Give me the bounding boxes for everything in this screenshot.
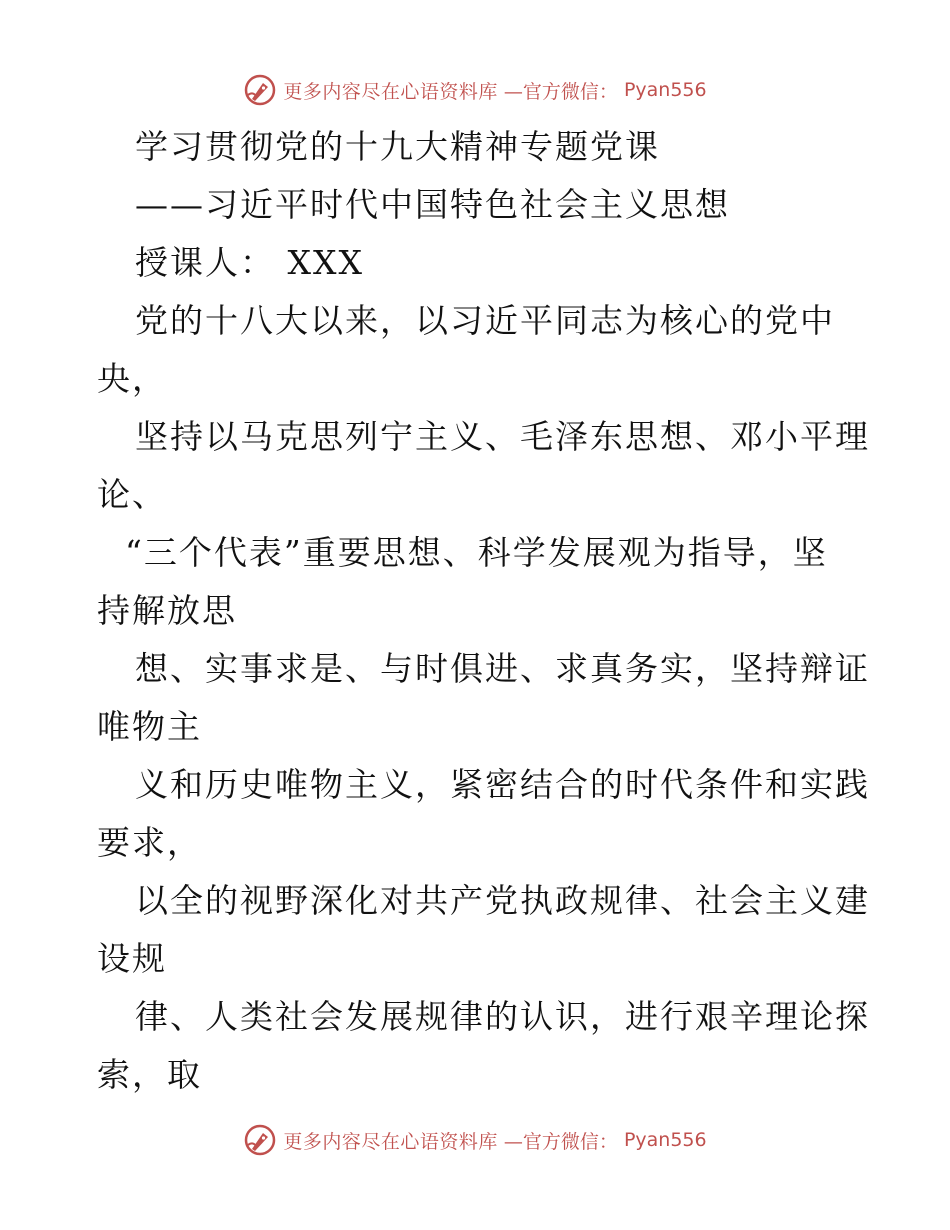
footer-banner-separator: —官方微信： (503, 1130, 618, 1153)
body-line: 要求， (97, 823, 202, 862)
pen-nib-logo-icon (243, 73, 277, 107)
footer-banner-text: 更多内容尽在心语资料库 (283, 1130, 498, 1153)
body-line: “三个代表”重要思想、科学发展观为指导，坚 (125, 533, 828, 572)
body-line: 义和历史唯物主义，紧密结合的时代条件和实践 (135, 765, 870, 804)
body-line: 唯物主 (97, 707, 202, 746)
document-title: 学习贯彻党的十九大精神专题党课 (135, 127, 660, 166)
lecturer-line: 授课人： XXX (135, 243, 364, 282)
header-banner-separator: —官方微信： (503, 80, 618, 103)
body-line: 以全的视野深化对共产党执政规律、社会主义建 (135, 881, 870, 920)
document-body (97, 118, 870, 1104)
body-line: 论、 (97, 475, 167, 514)
footer-banner-content[interactable] (243, 1123, 706, 1157)
header-banner-text: 更多内容尽在心语资料库 (283, 80, 498, 103)
body-line: 设规 (97, 939, 167, 978)
body-line: 索，取 (97, 1055, 202, 1094)
footer-banner (0, 1120, 950, 1160)
body-line: 央， (97, 359, 167, 398)
body-line: 持解放思 (97, 591, 237, 630)
body-line: 律、人类社会发展规律的认识，进行艰辛理论探 (135, 997, 870, 1036)
footer-wechat-id: Pyan556 (623, 1129, 707, 1151)
body-line: 坚持以马克思列宁主义、毛泽东思想、邓小平理 (135, 417, 870, 456)
body-line: 想、实事求是、与时俱进、求真务实，坚持辩证 (135, 649, 870, 688)
body-line: 党的十八大以来，以习近平同志为核心的党中 (135, 301, 835, 340)
document-subtitle: ——习近平时代中国特色社会主义思想 (135, 185, 730, 224)
header-banner (0, 70, 950, 110)
header-wechat-id: Pyan556 (623, 79, 707, 101)
pen-nib-logo-icon (243, 1123, 277, 1157)
header-banner-content[interactable] (243, 73, 706, 107)
